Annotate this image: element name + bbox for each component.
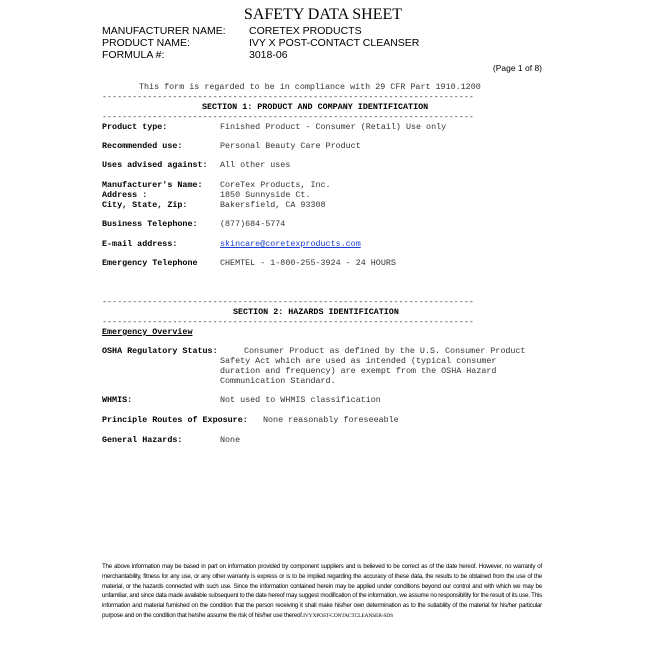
divider-line: --------------------------------------------------------------------------: [102, 317, 474, 327]
business-phone-value: (877)684-5774: [220, 219, 286, 229]
product-type-value: Finished Product - Consumer (Retail) Use only: [220, 122, 447, 132]
section1-heading: SECTION 1: PRODUCT AND COMPANY IDENTIFICATION: [202, 102, 429, 112]
emergency-overview-heading: Emergency Overview: [102, 327, 193, 337]
email-label: E-mail address:: [102, 239, 178, 249]
general-hazards-label: General Hazards:: [102, 435, 183, 445]
manufacturer-label: Manufacturer's Name:: [102, 180, 203, 190]
divider-line: --------------------------------------------------------------------------: [102, 297, 474, 307]
page-title: SAFETY DATA SHEET: [243, 6, 403, 23]
divider-line: --------------------------------------------------------------------------: [102, 112, 474, 122]
header-value-manufacturer: CORETEX PRODUCTS: [249, 25, 362, 37]
document-code: IVYXPOST-CONTACTCLEANSER-SDS: [303, 612, 394, 619]
address-label: Address :: [102, 190, 148, 200]
whmis-label: WHMIS:: [102, 395, 133, 405]
city-label: City, State, Zip:: [102, 200, 188, 210]
osha-line-2: Safety Act which are used as intended (typical consumer: [220, 356, 497, 366]
page-indicator: (Page 1 of 8): [492, 63, 542, 73]
osha-line-4: Communication Standard.: [220, 376, 336, 386]
uses-advised-against-value: All other uses: [220, 160, 291, 170]
uses-advised-against-label: Uses advised against:: [102, 160, 208, 170]
recommended-use-value: Personal Beauty Care Product: [220, 141, 361, 151]
footer-disclaimer: [102, 562, 542, 622]
section2-heading: SECTION 2: HAZARDS IDENTIFICATION: [233, 307, 399, 317]
general-hazards-value: None: [220, 435, 241, 445]
business-phone-label: Business Telephone:: [102, 219, 198, 229]
manufacturer-value: CoreTex Products, Inc.: [220, 180, 331, 190]
whmis-value: Not used to WHMIS classification: [220, 395, 381, 405]
recommended-use-label: Recommended use:: [102, 141, 183, 151]
osha-label: OSHA Regulatory Status:: [102, 346, 218, 356]
header-label-product: PRODUCT NAME:: [102, 37, 190, 49]
email-link[interactable]: skincare@coretexproducts.com: [220, 239, 361, 249]
emergency-phone-value: CHEMTEL - 1-800-255-3924 - 24 HOURS: [220, 258, 396, 268]
routes-label: Principle Routes of Exposure:: [102, 415, 248, 425]
disclaimer-text: The above information may be based in part on information provided by component suppliers and is believed to be correct as of the date hereof. However, no warranty of merchantability, fitness for any use, or any other warranty is express or is to be implied regarding the accuracy of these data, the results to be obtained from the use of the material, or the hazards connected with such use. Since the information contained herein may be applied under conditions beyond our control and with which we may be unfamiliar, and since data made available subsequent to the date hereof may suggest modification of the information, we assume no responsibility for the result of its use. This information and material furnished on the condition that the person receiving it shall make his/her own determination as to the suitability of the material for his/her particular purpose and on the condition that he/she assume the risk of his/her use thereof.: [102, 563, 542, 619]
header-label-formula: FORMULA #:: [102, 49, 165, 61]
header-value-product: IVY X POST-CONTACT CLEANSER: [249, 37, 420, 49]
address-value: 1850 Sunnyside Ct.: [220, 190, 311, 200]
city-value: Bakersfield, CA 93308: [220, 200, 326, 210]
osha-line-1: Consumer Product as defined by the U.S. Consumer Product: [244, 346, 526, 356]
header-value-formula: 3018-06: [249, 49, 288, 61]
divider-line: --------------------------------------------------------------------------: [102, 92, 474, 102]
compliance-note: This form is regarded to be in compliance with 29 CFR Part 1910.1200: [139, 82, 481, 92]
product-type-label: Product type:: [102, 122, 168, 132]
routes-value: None reasonably foreseeable: [263, 415, 399, 425]
emergency-phone-label: Emergency Telephone: [102, 258, 198, 268]
header-label-manufacturer: MANUFACTURER NAME:: [102, 25, 226, 37]
osha-line-3: duration and frequency) are exempt from the OSHA Hazard: [220, 366, 497, 376]
